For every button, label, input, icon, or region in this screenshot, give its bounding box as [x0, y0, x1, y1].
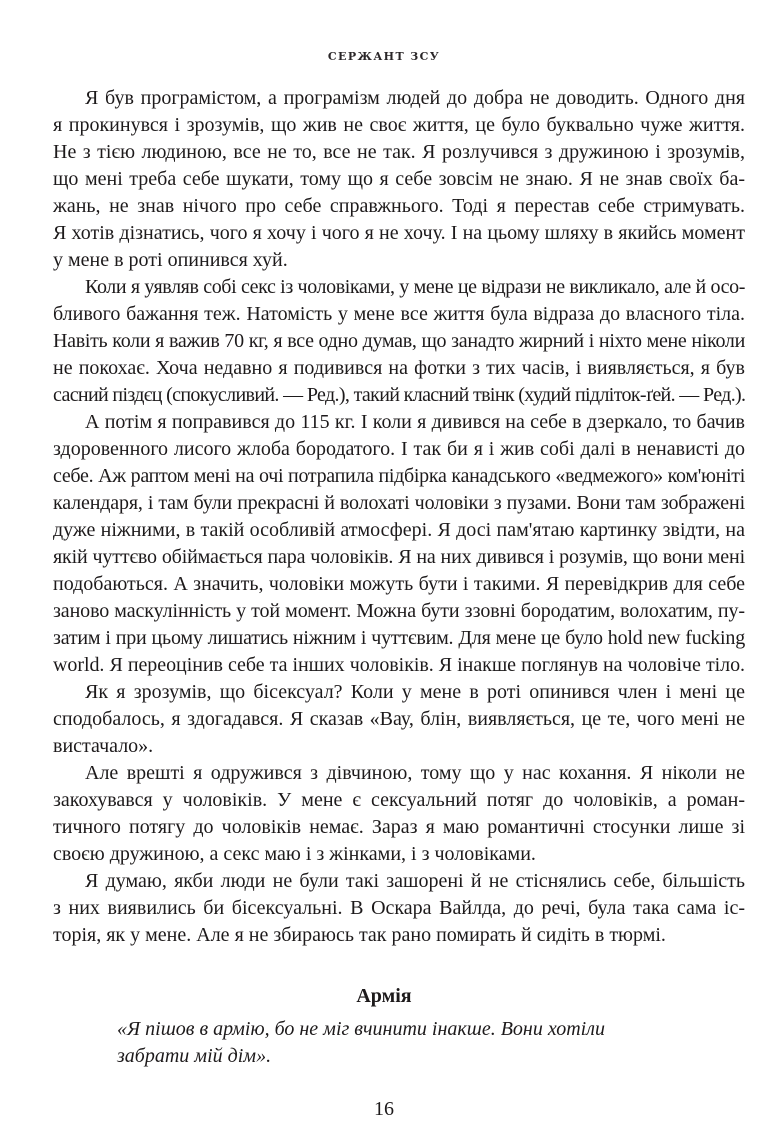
text-line: тичного потягу до чоловіків немає. Зараз я маю романтичні стосунки лише зі: [53, 816, 745, 838]
text-line: Але врешті я одружився з дівчиною, тому що у нас кохання. Я ніколи не: [85, 762, 745, 784]
text-line: Я думаю, якби люди не були такі зашорені й не стіснялись себе, більшість: [85, 870, 745, 892]
body-text: [53, 85, 745, 949]
epigraph-quote: [117, 1016, 717, 1070]
paragraph: [53, 409, 745, 679]
text-line: я прокинувся і зрозумів, що жив не своє життя, це було буквально чуже життя.: [53, 114, 745, 136]
text-line: закохувався у чоловіків. У мене є сексуальний потяг до чоловіків, а роман-: [53, 789, 745, 811]
paragraph: [53, 760, 745, 868]
text-line: у мене в роті опинився хуй.: [53, 249, 288, 271]
quote-line: забрати мій дім».: [117, 1045, 272, 1067]
section-title: Армія: [356, 985, 412, 1007]
text-line: вистачало».: [53, 735, 154, 757]
text-line: Навіть коли я важив 70 кг, я все одно думав, що занадто жирний і ніхто мене ніколи: [53, 330, 745, 352]
page-number: 16: [374, 1098, 394, 1120]
text-line: здоровенного лисого жлоба бородатого. І так би я і жив собі далі в ненависті до: [53, 438, 745, 460]
text-line: бливого бажання теж. Натомість у мене все життя була відраза до власного тіла.: [53, 303, 745, 325]
text-line: world. Я переоцінив себе та інших чоловіків. Я інакше поглянув на чоловіче тіло.: [53, 654, 745, 676]
text-line: торія, як у мене. Але я не збираюсь так рано помирать й сидіть в тюрмі.: [53, 924, 666, 946]
text-line: якій чуттєво обіймається пара чоловіків. Я на них дивився і розумів, що вони мені: [53, 546, 745, 568]
text-line: календаря, і там були прекрасні й волохаті чоловіки з пузами. Вони там зображені: [53, 492, 745, 514]
text-line: жань, не знав нічого про себе справжнього. Тоді я перестав себе стримувать.: [53, 195, 745, 217]
paragraph: [53, 274, 745, 409]
text-line: Не з тією людиною, все не то, все не так. Я розлучився з дружиною і зрозумів,: [53, 141, 745, 163]
text-line: не покохає. Хоча недавно я подивився на фотки з тих часів, і виявляється, я був: [53, 357, 745, 379]
text-line: А потім я поправився до 115 кг. І коли я дивився на себе в дзеркало, то бачив: [85, 411, 745, 433]
text-line: себе. Аж раптом мені на очі потрапила підбірка канадського «ведмежого» ком'юніті: [53, 465, 745, 487]
paragraph: [53, 679, 745, 760]
running-head: СЕРЖАНТ ЗСУ: [327, 50, 441, 63]
text-line: заново маскулінність у той момент. Можна бути ззовні бородатим, волохатим, пу-: [53, 600, 745, 622]
text-line: подобаються. А значить, чоловіки можуть бути і такими. Я перевідкрив для себе: [53, 573, 745, 595]
text-line: з них виявились би бісексуальні. В Оскара Вайлда, до речі, була така сама іс-: [53, 897, 745, 919]
quote-line: «Я пішов в армію, бо не міг вчинити інакше. Вони хотіли: [117, 1018, 605, 1040]
text-line: своєю дружиною, а секс маю і з жінками, і з чоловіками.: [53, 843, 536, 865]
text-line: дуже ніжними, в такій особливій атмосфері. Я досі пам'ятаю картинку звідти, на: [53, 519, 745, 541]
text-line: Я був програмістом, а програмізм людей до добра не доводить. Одного дня: [85, 87, 745, 109]
text-line: затим і при цьому лишатись ніжним і чуттєвим. Для мене це було hold new fucking: [53, 627, 745, 649]
paragraph: [53, 85, 745, 274]
text-line: Коли я уявляв собі секс із чоловіками, у мене це відрази не викликало, але й осо-: [85, 276, 745, 298]
text-line: Як я зрозумів, що бісексуал? Коли у мене в роті опинився член і мені це: [85, 681, 745, 703]
paragraph: [53, 868, 745, 949]
text-line: сподобалось, я здогадався. Я сказав «Вау, блін, виявляється, це те, чого мені не: [53, 708, 745, 730]
text-line: сасний піздєц (спокусливий. — Ред.), такий класний твінк (худий підліток-ґей. — Ред.).: [53, 384, 746, 406]
text-line: Я хотів дізнатись, чого я хочу і чого я не хочу. І на цьому шляху в якийсь момент: [53, 222, 745, 244]
text-line: що мені треба себе шукати, тому що я себе зовсім не знаю. Я не знав своїх ба-: [53, 168, 745, 190]
